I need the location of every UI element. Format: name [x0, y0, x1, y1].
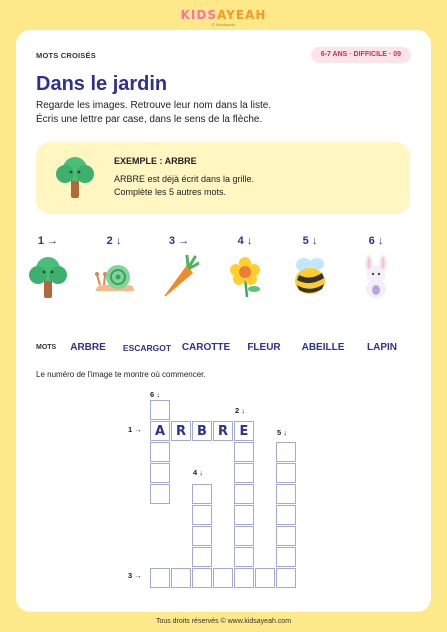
clue-1-label: 1 →: [37, 235, 59, 247]
logo-part1: KIDS: [180, 8, 217, 22]
instruction-line-2: Écris une lettre par case, dans le sens de la flèche.: [36, 114, 263, 125]
meta-badge: 6-7 ANS · DIFFICILE · 09: [311, 47, 411, 63]
clue-3: [149, 235, 209, 299]
grid-cell[interactable]: [192, 484, 212, 504]
grid-cell[interactable]: [234, 442, 254, 462]
rabbit-icon: [356, 255, 396, 299]
clue-2-label: 2 ↓: [106, 235, 122, 247]
grid-cell[interactable]: [150, 484, 170, 504]
hint-text: Le numéro de l'image te montre où commencer.: [36, 370, 206, 379]
grid-cell-filled[interactable]: R: [171, 421, 191, 441]
logo-part2: AYEAH: [217, 8, 267, 22]
instruction-line-1: Regarde les images. Retrouve leur nom dans la liste.: [36, 100, 272, 111]
clue-3-label: 3 →: [168, 235, 190, 247]
clue-4: [215, 235, 275, 299]
page-title: Dans le jardin: [36, 73, 168, 95]
tree-icon: [28, 255, 68, 299]
clue-2: [84, 235, 144, 299]
grid-cell[interactable]: [150, 400, 170, 420]
clue-6-label: 6 ↓: [368, 235, 384, 247]
grid-cell[interactable]: [192, 547, 212, 567]
grid-cell[interactable]: [255, 568, 275, 588]
snail-icon: [92, 255, 136, 299]
words-label: MOTS: [36, 344, 57, 351]
example-line-2: Complète les 5 autres mots.: [114, 187, 227, 197]
grid-cell[interactable]: [234, 484, 254, 504]
instructions: [36, 99, 416, 127]
word-2: ESCARGOT: [122, 343, 172, 353]
grid-cell[interactable]: [150, 463, 170, 483]
grid-cell-filled[interactable]: A: [150, 421, 170, 441]
example-line-1: ARBRE est déjà écrit dans la grille.: [114, 174, 255, 184]
tree-icon: [54, 154, 96, 205]
grid-cell[interactable]: [192, 568, 212, 588]
flower-icon: [225, 255, 265, 299]
clue-4-label: 4 ↓: [237, 235, 253, 247]
carrot-icon: [159, 255, 199, 299]
grid-number-1: 1 →: [128, 425, 142, 434]
grid-cell[interactable]: [276, 442, 296, 462]
category-label: MOTS CROISÉS: [36, 51, 96, 60]
grid-cell[interactable]: [276, 505, 296, 525]
grid-cell-filled[interactable]: E: [234, 421, 254, 441]
grid-number-3: 3 →: [128, 571, 142, 580]
grid-cell-filled[interactable]: B: [192, 421, 212, 441]
grid-cell[interactable]: [234, 526, 254, 546]
grid-cell-filled[interactable]: R: [213, 421, 233, 441]
clue-5-label: 5 ↓: [302, 235, 318, 247]
grid-cell[interactable]: [150, 568, 170, 588]
word-3: CAROTTE: [181, 342, 231, 353]
worksheet: [16, 30, 431, 612]
grid-number-5: 5 ↓: [277, 428, 288, 437]
example-box: [36, 142, 410, 214]
example-title: EXEMPLE : ARBRE: [114, 156, 197, 166]
clue-6: [346, 235, 406, 299]
grid-number-2: 2 ↓: [235, 406, 246, 415]
grid-cell[interactable]: [150, 442, 170, 462]
grid-cell[interactable]: [234, 547, 254, 567]
grid-cell[interactable]: [276, 484, 296, 504]
brand-tagline: © KidsAyeah: [211, 22, 236, 27]
grid-cell[interactable]: [234, 463, 254, 483]
word-5: ABEILLE: [301, 342, 345, 353]
bee-icon: [290, 255, 330, 299]
grid-cell[interactable]: [213, 568, 233, 588]
grid-number-4: 4 ↓: [193, 468, 204, 477]
grid-cell[interactable]: [171, 568, 191, 588]
grid-cell[interactable]: [234, 505, 254, 525]
word-1: ARBRE: [70, 342, 106, 353]
footer-copyright: Tous droits réservés © www.kidsayeah.com: [155, 618, 292, 625]
grid-cell[interactable]: [276, 463, 296, 483]
grid-cell[interactable]: [276, 568, 296, 588]
word-6: LAPIN: [367, 342, 397, 353]
grid-number-6: 6 ↓: [150, 390, 161, 399]
brand-logo: [0, 8, 447, 22]
grid-cell[interactable]: [192, 526, 212, 546]
clue-5: [280, 235, 340, 299]
clue-1: [18, 235, 78, 299]
grid-cell[interactable]: [276, 547, 296, 567]
grid-cell[interactable]: [234, 568, 254, 588]
example-text: [114, 173, 254, 199]
grid-cell[interactable]: [276, 526, 296, 546]
grid-cell[interactable]: [192, 505, 212, 525]
word-4: FLEUR: [247, 342, 281, 353]
